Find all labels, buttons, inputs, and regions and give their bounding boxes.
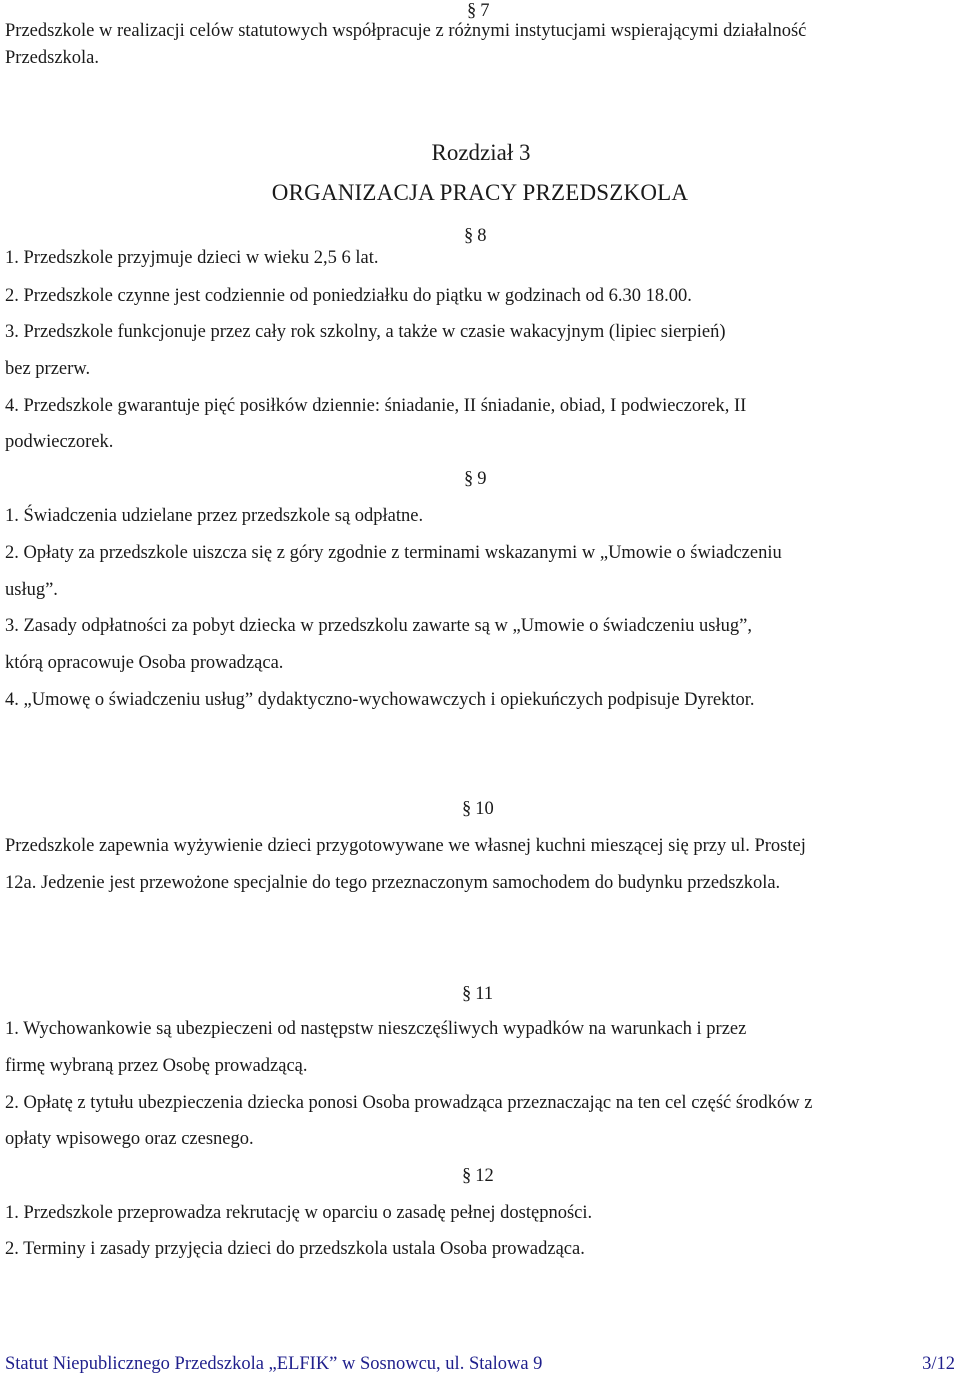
section-8-line-6: podwieczorek. bbox=[5, 432, 114, 452]
section-11-line-4: opłaty wpisowego oraz czesnego. bbox=[5, 1129, 254, 1149]
page-footer bbox=[5, 1355, 955, 1375]
section-12-line-1: 1. Przedszkole przeprowadza rekrutację w oparciu o zasadę pełnej dostępności. bbox=[5, 1203, 593, 1223]
section-9-heading bbox=[464, 470, 487, 489]
section-8-heading bbox=[464, 227, 487, 246]
section-7-line-2: Przedszkola. bbox=[5, 48, 100, 68]
chapter-title: ORGANIZACJA PRACY PRZEDSZKOLA bbox=[271, 180, 689, 205]
section-number: 8 bbox=[477, 226, 487, 246]
section-number: 7 bbox=[480, 1, 490, 21]
section-7-heading bbox=[467, 2, 490, 21]
section-mark: § bbox=[462, 984, 472, 1004]
chapter-number: Rozdział 3 bbox=[431, 140, 531, 165]
section-number: 10 bbox=[475, 799, 494, 819]
section-mark: § bbox=[467, 1, 477, 21]
section-8-line-3: 3. Przedszkole funkcjonuje przez cały rok szkolny, a także w czasie wakacyjnym (lipiec sierpień) bbox=[5, 322, 726, 342]
section-number: 12 bbox=[475, 1166, 494, 1186]
section-9-line-1: 1. Świadczenia udzielane przez przedszkole są odpłatne. bbox=[5, 506, 424, 526]
section-9-line-3: usług”. bbox=[5, 580, 58, 600]
section-9-line-2: 2. Opłaty za przedszkole uiszcza się z góry zgodnie z terminami wskazanymi w „Umowie o świadczeniu bbox=[5, 543, 782, 563]
section-10-heading bbox=[462, 800, 494, 819]
section-9-line-4: 3. Zasady odpłatności za pobyt dziecka w przedszkolu zawarte są w „Umowie o świadczeniu usług”, bbox=[5, 616, 752, 636]
section-9-line-5: którą opracowuje Osoba prowadząca. bbox=[5, 653, 284, 673]
section-8-line-1: 1. Przedszkole przyjmuje dzieci w wieku 2,5 6 lat. bbox=[5, 248, 379, 268]
section-11-line-1: 1. Wychowankowie są ubezpieczeni od następstw nieszczęśliwych wypadków na warunkach i przez bbox=[5, 1019, 747, 1039]
section-mark: § bbox=[462, 799, 472, 819]
section-8-line-5: 4. Przedszkole gwarantuje pięć posiłków dziennie: śniadanie, II śniadanie, obiad, I podwieczorek, II bbox=[5, 396, 747, 416]
section-7-line-1: Przedszkole w realizacji celów statutowych współpracuje z różnymi instytucjami wspierającymi działalność bbox=[5, 21, 807, 41]
section-12-heading bbox=[462, 1167, 494, 1186]
section-number: 9 bbox=[477, 469, 487, 489]
section-9-line-6: 4. „Umowę o świadczeniu usług” dydaktyczno-wychowawczych i opiekuńczych podpisuje Dyrektor. bbox=[5, 690, 755, 710]
section-mark: § bbox=[464, 469, 474, 489]
section-11-line-3: 2. Opłatę z tytułu ubezpieczenia dziecka ponosi Osoba prowadząca przeznaczając na ten cel część środków z bbox=[5, 1093, 813, 1113]
section-12-line-2: 2. Terminy i zasady przyjęcia dzieci do przedszkola ustala Osoba prowadząca. bbox=[5, 1239, 585, 1259]
section-mark: § bbox=[464, 226, 474, 246]
section-mark: § bbox=[462, 1166, 472, 1186]
section-10-line-2: 12a. Jedzenie jest przewożone specjalnie do tego przeznaczonym samochodem do budynku przedszkola. bbox=[5, 873, 781, 893]
section-number: 11 bbox=[475, 984, 494, 1004]
section-8-line-4: bez przerw. bbox=[5, 359, 91, 379]
section-8-line-2: 2. Przedszkole czynne jest codziennie od poniedziałku do piątku w godzinach od 6.30 18.00. bbox=[5, 286, 692, 306]
section-11-line-2: firmę wybraną przez Osobę prowadzącą. bbox=[5, 1056, 308, 1076]
footer-page-number: 3/12 bbox=[922, 1354, 955, 1374]
footer-document-title: Statut Niepublicznego Przedszkola „ELFIK” w Sosnowcu, ul. Stalowa 9 bbox=[5, 1354, 543, 1374]
section-11-heading bbox=[462, 985, 493, 1004]
section-10-line-1: Przedszkole zapewnia wyżywienie dzieci przygotowywane we własnej kuchni mieszącej się przy ul. Prostej bbox=[5, 836, 806, 856]
